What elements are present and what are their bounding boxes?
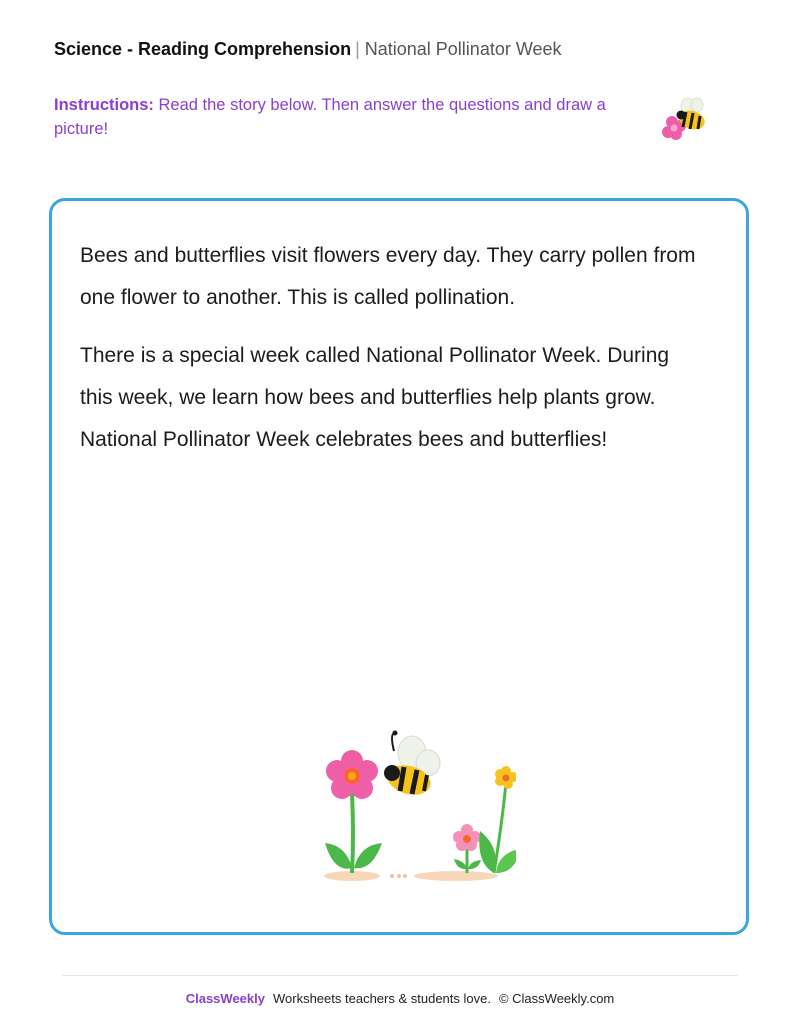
footer-copyright: © ClassWeekly.com — [498, 991, 615, 1006]
footer-divider — [62, 975, 738, 976]
story-box — [49, 198, 749, 935]
bee-on-flower-icon — [660, 96, 712, 142]
footer-brand: ClassWeekly — [185, 991, 265, 1006]
instructions-text: Read the story below. Then answer the questions and draw a picture! — [54, 96, 606, 138]
worksheet-header — [54, 37, 562, 61]
story-paragraph-1: Bees and butterflies visit flowers every day. They carry pollen from one flower to another. This is called pollination. — [80, 244, 696, 309]
instructions-lead: Instructions: — [54, 96, 154, 114]
footer-tagline: Worksheets teachers & students love. — [272, 991, 491, 1006]
pink-flower — [325, 750, 382, 873]
subject-title: Science - Reading Comprehension — [54, 39, 352, 59]
instructions — [54, 93, 614, 141]
leafy-plant — [479, 766, 516, 873]
bee-and-flowers-illustration — [316, 723, 516, 883]
story-text — [80, 235, 700, 477]
footer — [0, 990, 800, 1008]
topic-title: National Pollinator Week — [364, 39, 562, 59]
bee — [384, 731, 440, 800]
story-paragraph-2: There is a special week called National Pollinator Week. During this week, we learn how bees and butterflies help plants grow. National Pollinator Week celebrates bees and butterflies! — [80, 344, 670, 451]
ground-patch-right — [414, 871, 498, 881]
small-pink-flower — [453, 824, 481, 873]
title-separator: | — [355, 39, 360, 59]
